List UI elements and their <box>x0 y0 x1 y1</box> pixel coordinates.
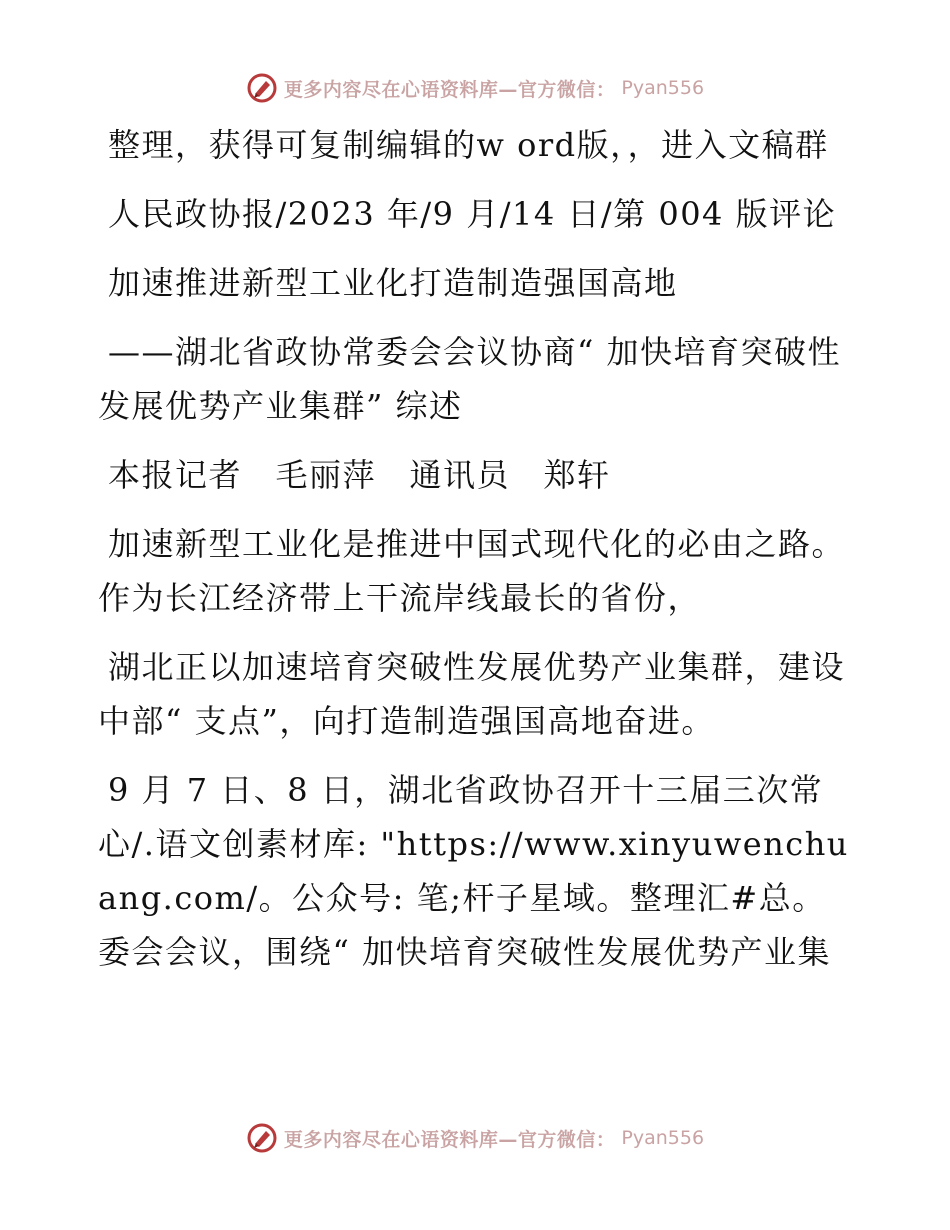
watermark-brand: 更多内容尽在心语资料库—官方微信： <box>283 78 616 101</box>
article-byline: 本报记者 毛丽萍 通讯员 郑轩 <box>108 456 611 494</box>
paragraph-source: 人民政协报/2023 年/9 月/14 日/第 004 版评论 <box>108 195 837 233</box>
watermark-contact: Pyan556 <box>621 1127 705 1149</box>
paragraph-body-3: 9 月 7 日、8 日，湖北省政协召开十三届三次常心/.语文创素材库: "https://www.xinyuwenchuang.com/。公众号: 笔;杆子星域。整理汇#总。委会会议，围绕“ 加快培育突破性发展优势产业集 <box>98 771 849 971</box>
footer-watermark <box>0 1122 950 1154</box>
header-watermark <box>0 72 950 104</box>
watermark-contact: Pyan556 <box>621 77 705 99</box>
article-subtitle: ——湖北省政协常委会会议协商“ 加快培育突破性发展优势产业集群” 综述 <box>98 333 842 425</box>
paragraph-body-1: 加速新型工业化是推进中国式现代化的必由之路。作为长江经济带上干流岸线最长的省份， <box>98 525 846 617</box>
pen-logo-icon <box>246 1122 278 1154</box>
paragraph-body-2: 湖北正以加速培育突破性发展优势产业集群，建设中部“ 支点”，向打造制造强国高地奋进。 <box>98 648 846 740</box>
paragraph-intro: 整理，获得可复制编辑的w ord版，，进入文稿群 <box>108 126 829 164</box>
article-title: 加速推进新型工业化打造制造强国高地 <box>108 264 678 302</box>
pen-logo-icon <box>246 72 278 104</box>
watermark-brand: 更多内容尽在心语资料库—官方微信： <box>283 1128 616 1151</box>
document-body <box>98 118 858 994</box>
